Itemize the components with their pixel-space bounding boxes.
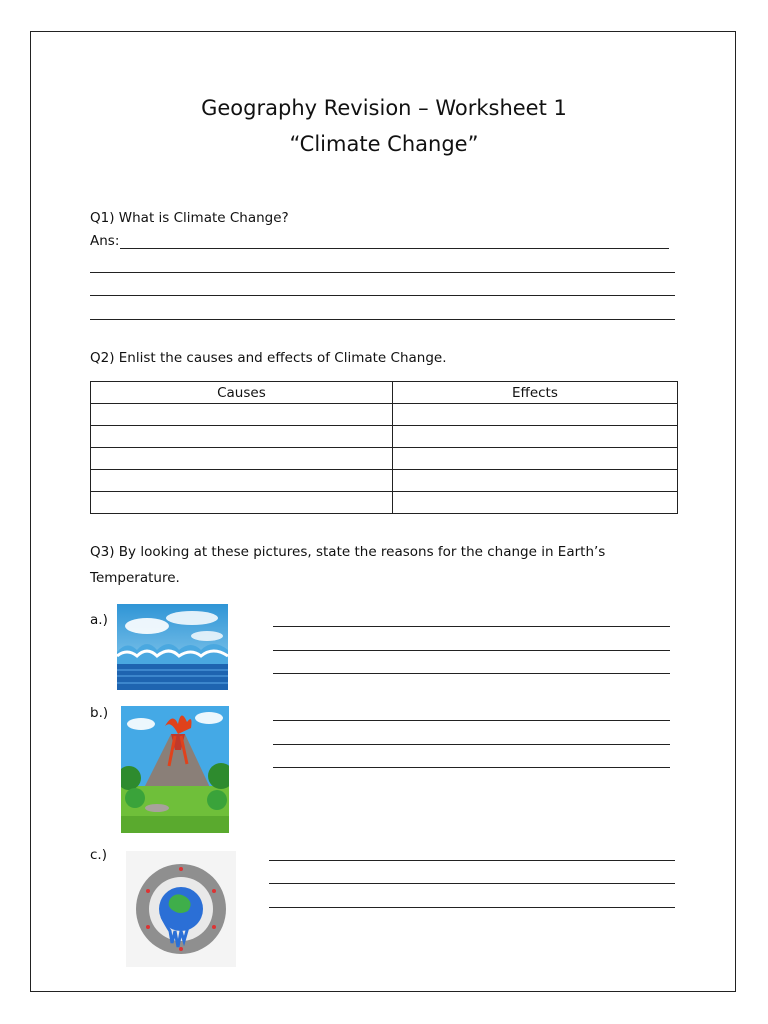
item-c-line-3[interactable] [269,907,675,908]
table-row [91,404,678,426]
worksheet-subtitle: “Climate Change” [289,132,479,156]
effect-cell[interactable] [392,448,677,470]
item-c-line-1[interactable] [269,860,675,861]
effect-cell[interactable] [392,470,677,492]
answer-line-2[interactable] [90,272,675,273]
item-c-label: c.) [90,847,107,863]
worksheet-title: Geography Revision – Worksheet 1 [201,96,567,120]
table-header-row [91,382,678,404]
cause-cell[interactable] [91,492,393,514]
effects-header: Effects [392,382,677,404]
answer-line-3[interactable] [90,295,675,296]
item-b-label: b.) [90,705,109,721]
cause-cell[interactable] [91,448,393,470]
table-row [91,470,678,492]
item-b-line-2[interactable] [273,744,670,745]
question-3: Q3) By looking at these pictures, state the reasons for the change in Earth’s Temperature. [90,544,606,586]
item-a-line-3[interactable] [273,673,670,674]
answer-label: Ans: [90,233,120,249]
table-row [91,492,678,514]
volcano-picture [121,706,229,833]
item-c-line-2[interactable] [269,883,675,884]
cause-cell[interactable] [91,426,393,448]
causes-effects-table [90,381,678,514]
causes-header: Causes [91,382,393,404]
cause-cell[interactable] [91,470,393,492]
table-row [91,448,678,470]
cause-cell[interactable] [91,404,393,426]
effect-cell[interactable] [392,404,677,426]
item-b-line-3[interactable] [273,767,670,768]
melting-earth-ghg-picture [126,851,236,967]
item-b-line-1[interactable] [273,720,670,721]
table-row [91,426,678,448]
item-a-label: a.) [90,612,108,628]
question-2: Q2) Enlist the causes and effects of Climate Change. [90,350,447,366]
answer-line-4[interactable] [90,319,675,320]
item-a-line-2[interactable] [273,650,670,651]
effect-cell[interactable] [392,492,677,514]
effect-cell[interactable] [392,426,677,448]
answer-line-1[interactable] [120,248,669,249]
item-a-line-1[interactable] [273,626,670,627]
ocean-waves-picture [117,604,228,690]
question-1: Q1) What is Climate Change? [90,210,289,226]
